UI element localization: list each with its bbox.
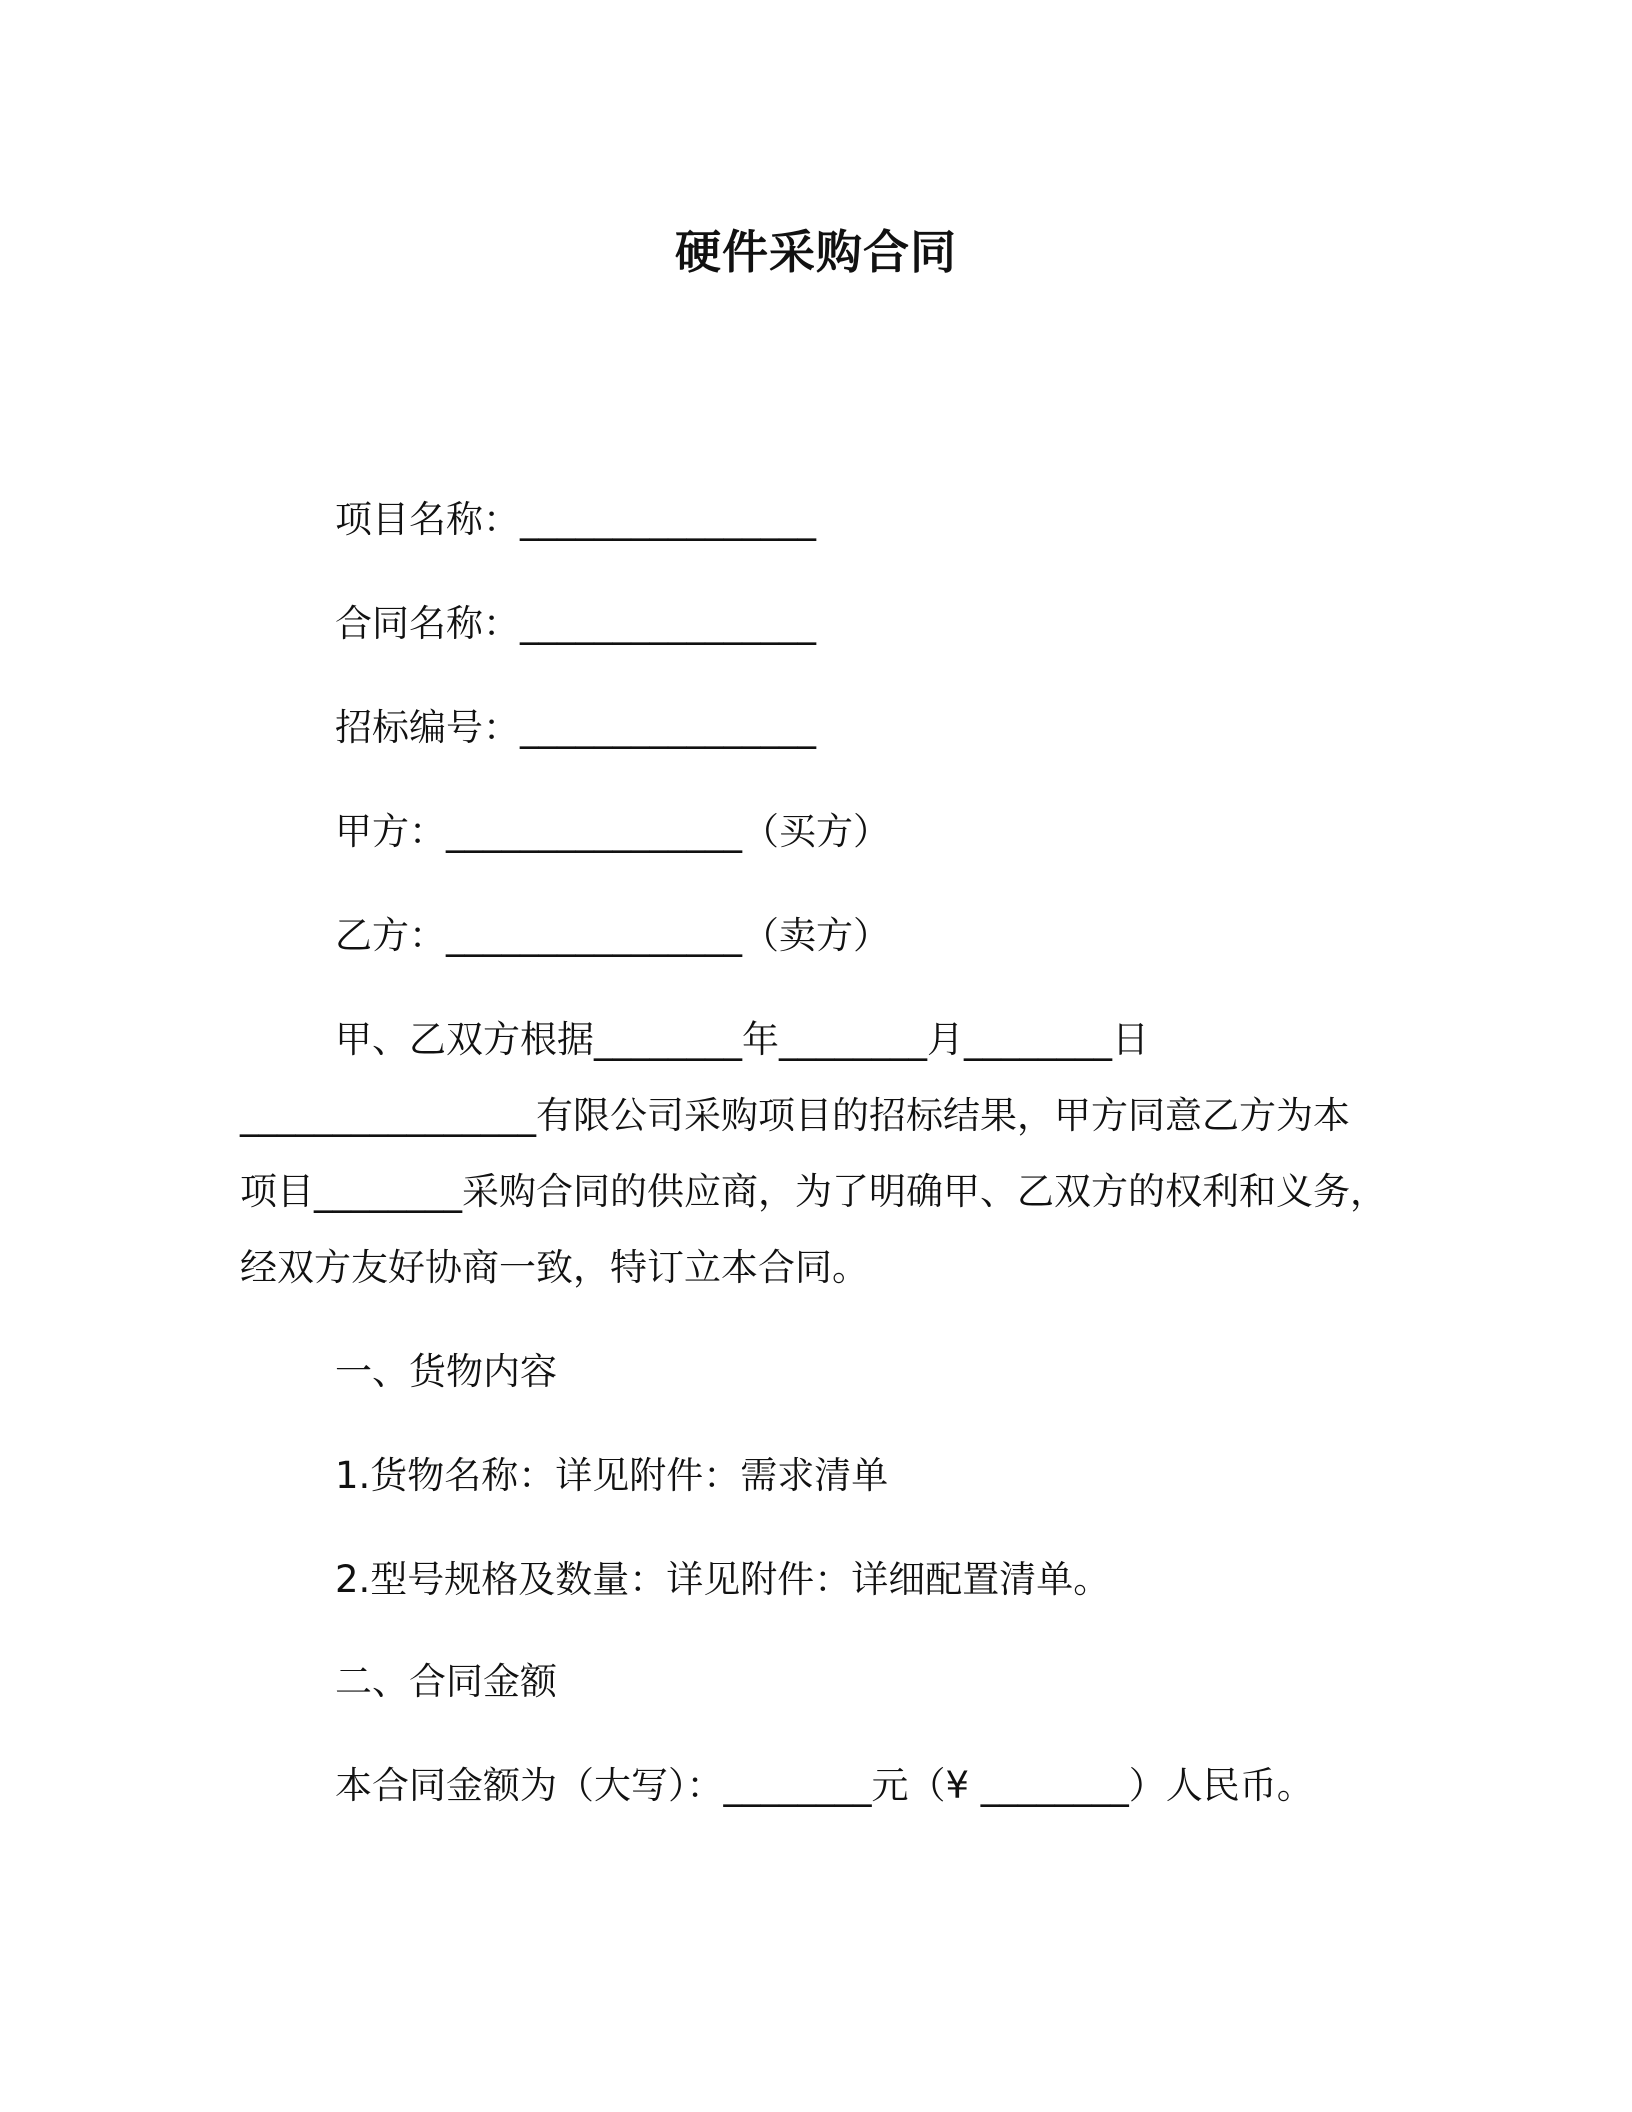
project-name-field: 项目名称：________________ xyxy=(335,498,816,541)
party-a-field: 甲方：________________（买方） xyxy=(335,810,890,853)
goods-spec-item: 2.型号规格及数量：详见附件：详细配置清单。 xyxy=(335,1558,1111,1601)
section-heading-amount: 二、合同金额 xyxy=(335,1660,557,1703)
contract-amount-line: 本合同金额为（大写）：________元（¥ ________）人民币。 xyxy=(335,1764,1314,1807)
preamble-line-2: ________________有限公司采购项目的招标结果，甲方同意乙方为本 xyxy=(240,1094,1350,1137)
preamble-line-4: 经双方友好协商一致，特订立本合同。 xyxy=(240,1246,869,1289)
document-title: 硬件采购合同 xyxy=(675,225,957,279)
contract-name-field: 合同名称：________________ xyxy=(335,602,816,645)
section-heading-goods: 一、货物内容 xyxy=(335,1350,557,1393)
preamble-line-3: 项目________采购合同的供应商，为了明确甲、乙双方的权利和义务， xyxy=(240,1170,1387,1213)
goods-name-item: 1.货物名称：详见附件：需求清单 xyxy=(335,1454,889,1497)
preamble-line-1: 甲、乙双方根据________年________月________日 xyxy=(335,1018,1149,1061)
tender-number-field: 招标编号：________________ xyxy=(335,706,816,749)
party-b-field: 乙方：________________（卖方） xyxy=(335,914,890,957)
